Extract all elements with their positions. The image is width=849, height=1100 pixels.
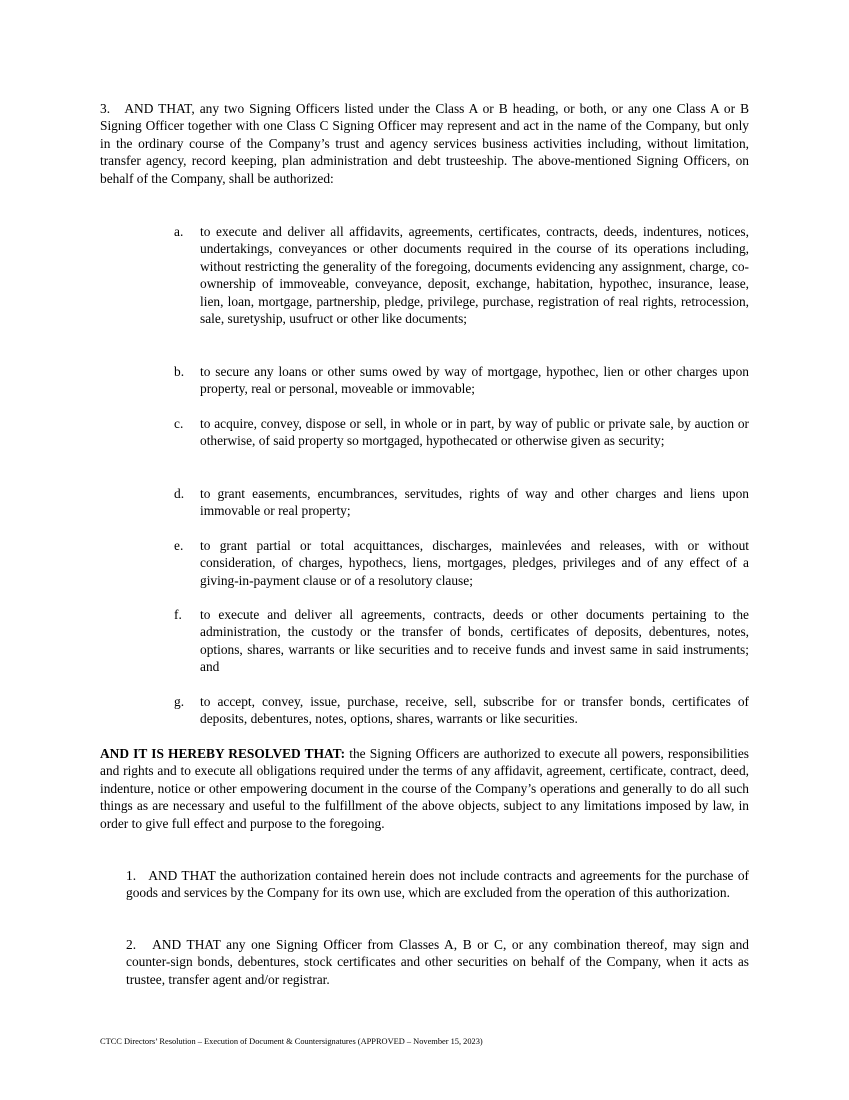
list-item-f: [174, 606, 749, 676]
clause-2-text: AND THAT any one Signing Officer from Classes A, B or C, or any combination thereof, may sign and counter-sign bonds, debentures, stock certificates and other securities on behalf of the Company, when it acts as trustee, transfer agent and/or registrar.: [126, 937, 750, 987]
list-item-b: [174, 363, 749, 398]
list-item-text: to execute and deliver all affidavits, agreements, certificates, contracts, deeds, indentures, notices, undertakings, conveyances or other documents required in the course of its operations including, without restricting the generality of the foregoing, documents evidencing any assignment, charge, co-ownership of immoveable, conveyance, deposit, exchange, habitation, hypothec, insurance, lease, lien, loan, mortgage, partnership, pledge, privilege, purchase, registration of real rights, retrocession, sale, suretyship, usufruct or other like documents;: [200, 224, 749, 327]
list-item-g: [174, 693, 749, 728]
list-item-letter: c.: [174, 416, 184, 431]
list-item-letter: a.: [174, 224, 184, 239]
list-item-text: to accept, convey, issue, purchase, receive, sell, subscribe for or transfer bonds, certificates of deposits, debentures, notes, options, shares, warrants or like securities.: [200, 694, 749, 727]
list-item-letter: b.: [174, 364, 185, 379]
list-item-d: [174, 485, 749, 520]
resolved-paragraph: [100, 745, 749, 832]
list-item-letter: e.: [174, 538, 184, 553]
page-footer: CTCC Directors’ Resolution – Execution of Document & Countersignatures (APPROVED – November 15, 2023): [100, 1037, 483, 1046]
clause-2-number: 2.: [126, 937, 137, 952]
resolved-text: the Signing Officers are authorized to execute all powers, responsibilities and rights and to execute all obligations required under the terms of any affidavit, agreement, certificate, contract, deed, indenture, notice or other empowering document in the course of the Company’s operations and generally to do all such things as are necessary and useful to the fulfillment of the above objects, subject to any limitations imposed by law, in order to give full effect and purpose to the foregoing.: [100, 746, 749, 831]
clause-1-number: 1.: [126, 868, 137, 883]
list-item-letter: g.: [174, 694, 185, 709]
list-item-text: to grant partial or total acquittances, discharges, mainlevées and releases, with or without consideration, of charges, hypothecs, liens, mortgages, pledges, privileges and of any effect of a giving-in-payment clause or of a resolutory clause;: [200, 538, 749, 588]
clause-1-text: AND THAT the authorization contained herein does not include contracts and agreements for the purchase of goods and services by the Company for its own use, which are excluded from the operation of this authorization.: [126, 868, 749, 901]
section-3-number: 3.: [100, 101, 111, 116]
list-item-text: to grant easements, encumbrances, servitudes, rights of way and other charges and liens upon immovable or real property;: [200, 486, 749, 519]
list-item-text: to execute and deliver all agreements, contracts, deeds or other documents pertaining to the administration, the custody or the transfer of bonds, certificates of deposits, debentures, notes, options, shares, warrants or like securities and to receive funds and invest same in said instruments; and: [200, 607, 749, 675]
list-item-e: [174, 537, 749, 589]
resolved-heading: AND IT IS HEREBY RESOLVED THAT:: [100, 746, 346, 761]
section-3-text: AND THAT, any two Signing Officers listed under the Class A or B heading, or both, or any one Class A or B Signing Officer together with one Class C Signing Officer may represent and act in the name of the Company, but only in the ordinary course of the Company’s trust and agency services business activities including, without limitation, transfer agency, record keeping, plan administration and debt trusteeship. The above-mentioned Signing Officers, on behalf of the Company, shall be authorized:: [100, 101, 750, 186]
list-item-text: to acquire, convey, dispose or sell, in whole or in part, by way of public or private sale, by auction or otherwise, of said property so mortgaged, hypothecated or otherwise given as security;: [200, 416, 749, 449]
list-item-letter: f.: [174, 607, 182, 622]
list-item-letter: d.: [174, 486, 185, 501]
section-3-paragraph: [100, 100, 749, 187]
clause-2-paragraph: [126, 936, 749, 988]
list-item-a: [174, 223, 749, 327]
list-item-c: [174, 415, 749, 450]
list-item-text: to secure any loans or other sums owed by way of mortgage, hypothec, lien or other charges upon property, real or personal, moveable or immovable;: [200, 364, 749, 397]
clause-1-paragraph: [126, 867, 749, 902]
